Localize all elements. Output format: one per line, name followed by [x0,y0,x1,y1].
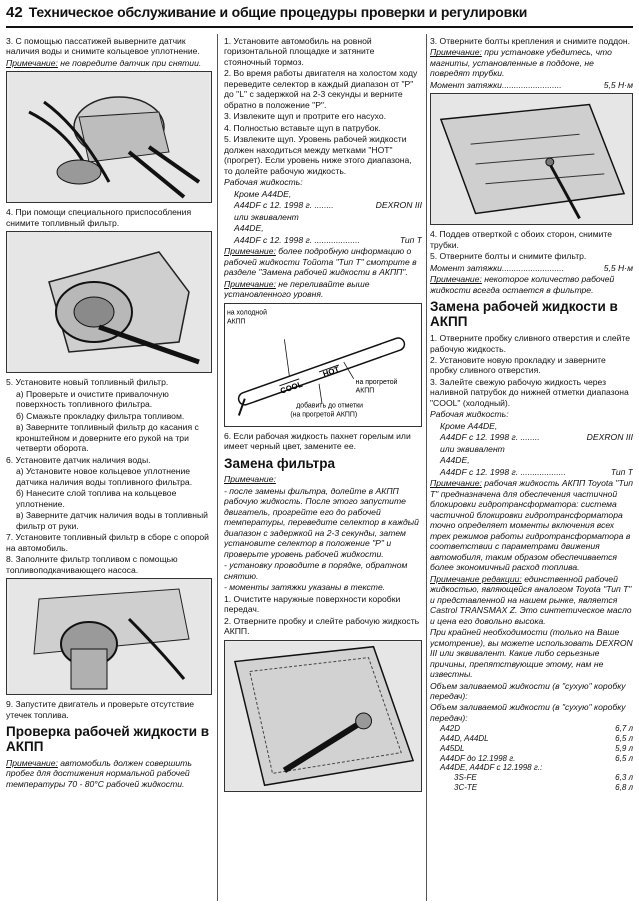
sub-step: в) Заверните топливный фильтр до касания с кронштейном и доверните его рукой на три четверти оборота. [16,422,199,454]
note: Примечание: более подробную информацию о рабочей жидкости Тойота "Тип Т" смотрите в разделе "Замена рабочей жидкости в АКПП". [224,246,417,278]
step-text: 1. Отверните пробку сливного отверстия и слейте рабочую жидкость. [430,333,631,354]
volume-row: A45DL 5,9 л [440,743,633,753]
note: Примечание: при установке убедитесь, что магниты, установленные в поддоне, не повредят трубки. [430,47,612,79]
hot-mark: HOT [321,364,341,379]
section-heading: Замена рабочей жидкости в АКПП [430,299,618,330]
illustration-dipstick-marks [225,304,421,426]
note: Примечание: рабочая жидкость АКПП Toyota "Тип Т" предназначена для обеспечения частичной блокировки гидротрансформатора: система частичной блокировки гидротрансформатора точно определяет моменты включения всех трех режимов работы гидротрансформатора в соответствии с параметрами движения автомобиля, таким образом обеспечивается более экономичный расход топлива. [430,478,633,573]
figure-sensor-removal [6,71,212,203]
volume-heading: Объем заливаемой жидкости (в "сухую" коробку передач): [430,702,626,723]
step-text: 5. Извлеките щуп. Уровень рабочей жидкости должен находиться между метками "НОТ" (прогрет). Если уровень ниже этого диапазона, то долейте рабочую жидкость. [224,134,412,176]
step-text: 7. Установите топливный фильтр в сборе с опорой на автомобиль. [6,532,209,553]
step-text: 1. Очистите наружные поверхности коробки передач. [224,593,401,615]
label-hot: на прогретой АКПП [355,378,398,395]
step-text: 2. Установите новую прокладку и заверните пробку сливного отверстия. [430,354,606,376]
figure-drain-plug [224,640,422,792]
column-right [430,36,633,903]
note: Примечание редакции: единственной рабочей жидкостью, являющейся аналогом Toyota "Тип Т" и представленной на нашем рынке, является Castrol TRANSMAX Z. Это синтетическое масло и цена его довольно высока. [430,573,632,626]
note: - установку проводите в порядке, обратном снятию. [224,560,408,581]
note: Примечание: автомобиль должен совершить пробег для достижения нормальной рабочей температуры 70 - 80°С рабочей жидкости. [6,757,192,789]
volume-heading: Объем заливаемой жидкости (в "сухую" коробку передач): [430,680,626,701]
step-text: 8. Заполните фильтр топливом с помощью топливоподкачивающего насоса. [6,554,178,575]
step-text: 3. Залейте свежую рабочую жидкость через наливной патрубок до нижней отметки диапазона "COOL" (холодный). [430,376,629,408]
step-text: 5. Установите новый топливный фильтр. [6,377,169,388]
section-heading: Замена фильтра [224,455,336,471]
sub-step: б) Нанесите слой топлива на кольцевое уплотнение. [16,488,177,509]
label-cold: на холодной АКПП [226,309,267,326]
sub-step: а) Установите новое кольцевое уплотнение датчика наличия воды топливного фильтра. [16,466,193,487]
illustration-pan-wrench [225,641,421,791]
fluid-spec: Кроме A44DE, A44DF с 12. 1998 г. ........ DEXRON III или эквивалент A44DE, A44DF с 12. 1998 г. ................... Тип Т [234,188,422,245]
volume-row: A44DE, A44DF с 12.1998 г.: [440,763,543,773]
label-add: добавить до отметки (на прогретой АКПП) [290,402,364,419]
note: При крайней необходимости (только на Ваше усмотрение), вы можете использовать DEXRON III или эквивалент. Какие либо серьезные причины, препятствующие этому, нам не известны. [430,627,633,680]
illustration-pliers-on-filter [7,72,211,202]
note-label: Примечание: [224,474,276,485]
volume-row: A42D 6,7 л [440,724,633,734]
fluid-spec: Кроме A44DE, A44DF с 12. 1998 г. ........ DEXRON III или эквивалент A44DE, A44DF с 12. 1998 г. ................... Тип Т [440,420,633,477]
column-divider [426,34,427,901]
step-text: 4. Поддев отверткой с обоих сторон, снимите трубки. [430,229,613,250]
note: Примечание: не переливайте выше установленного уровня. [224,278,370,300]
figure-oil-pan [430,93,633,225]
sub-step: б) Смажьте прокладку фильтра топливом. [16,410,185,421]
illustration-pan-removal [431,94,632,224]
note: Примечание: некоторое количество рабочей жидкости всегда остается в фильтре. [430,274,615,295]
volume-row: A44DF до 12.1998 г. 6,5 л [440,753,633,763]
volume-table [430,724,633,792]
step-text: 3. Отверните болты крепления и снимите поддон. [430,36,631,46]
step-text: 2. Во время работы двигателя на холостом ходу переведите селектор в каждый диапазон от "Р" до "L" с задержкой на 2-3 секунды и верните обратно в положение "Р". [224,68,418,110]
figure-fuel-pump [6,578,212,695]
step-text: 4. При помощи специального приспособления снимите топливный фильтр. [6,207,192,228]
torque-spec: Момент затяжки......................... 5,5 Н·м [430,79,633,90]
sub-step: а) Проверьте и очистите привалочную поверхность топливного фильтра. [16,388,169,410]
step-text: 4. Полностью вставьте щуп в патрубок. [224,122,381,133]
fluid-label: Рабочая жидкость: [430,409,509,420]
note: - после замены фильтра, долейте в АКПП рабочую жидкость. После этого запустите двигатель, прогрейте его до рабочей температуры, переведите селектор в каждый диапазон с задержкой на 2-3 секунды, затем установите селектор в положение "Р" и проверьте уровень рабочей жидкости. [224,485,419,559]
page-title: Техническое обслуживание и общие процедуры проверки и регулировки [28,4,528,20]
section-heading: Проверка рабочей жидкости в АКПП [6,724,210,754]
torque-spec: Момент затяжки.......................... 5,5 Н·м [430,262,633,273]
illustration-hand-pump [7,579,211,694]
step-text: 2. Отверните пробку и слейте рабочую жидкость АКПП. [224,615,420,637]
step-text: 1. Установите автомобиль на ровной горизонтальной площадке и затяните стояночный тормоз. [224,36,375,67]
step-text: 3. Извлеките щуп и протрите его насухо. [224,111,387,122]
volume-row: A44D, A44DL 6,5 л [440,734,633,744]
volume-row: 3C-TE 6,8 л [454,782,633,792]
cool-mark: COOL [279,379,304,396]
illustration-filter-wrench [7,232,211,372]
step-text: 3. С помощью пассатижей выверните датчик наличия воды и снимите кольцевое уплотнение. [6,36,200,57]
step-text: 9. Запустите двигатель и проверьте отсутствие утечек топлива. [6,699,195,720]
column-divider [217,34,218,901]
column-middle [224,36,422,903]
step-text: 6. Если рабочая жидкость пахнет горелым или имеет черный цвет, замените ее. [224,430,411,452]
figure-filter-removal [6,231,212,373]
step-text: 5. Отверните болты и снимите фильтр. [430,251,587,262]
fluid-label: Рабочая жидкость: [224,177,303,188]
step-text: 6. Установите датчик наличия воды. [6,454,151,465]
column-left [6,36,212,903]
volume-row: 3S-FE 6,3 л [454,773,633,783]
note: - моменты затяжки указаны в тексте. [224,582,386,593]
note: Примечание: не повредите датчик при снятии. [6,57,202,68]
figure-dipstick [224,303,422,427]
sub-step: в) Заверните датчик наличия воды в топливный фильтр от руки. [16,510,208,531]
page-header [6,4,633,28]
page-number: 42 [6,4,23,21]
